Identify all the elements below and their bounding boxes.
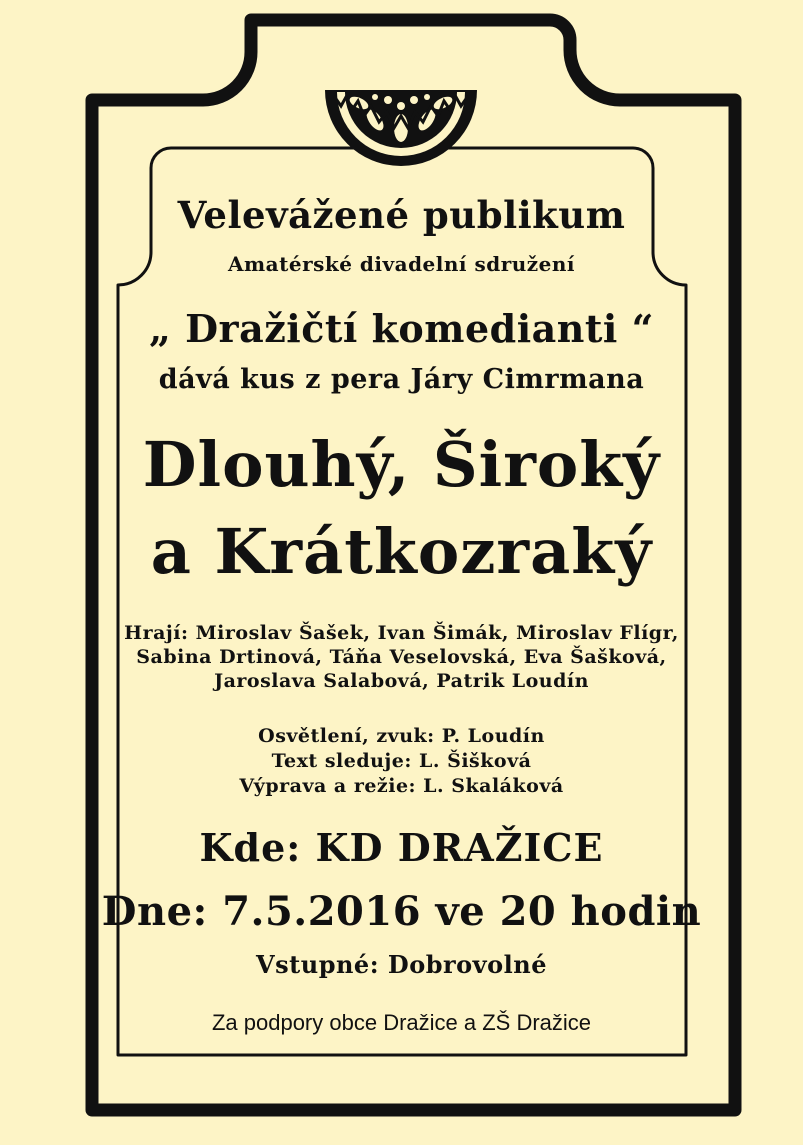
crew-line-lighting: Osvětlení, zvuk: P. Loudín <box>258 725 545 747</box>
cast-line-2: Sabina Drtinová, Táňa Veselovská, Eva Šašková, <box>136 646 667 668</box>
venue: Kde: KD DRAŽICE <box>199 825 604 870</box>
crew-line-prompter: Text sleduje: L. Šišková <box>271 750 532 772</box>
play-title-line-2: a Krátkozraký <box>150 515 653 588</box>
sponsor-note: Za podpory obce Dražice a ZŠ Dražice <box>211 1010 592 1035</box>
date-time: Dne: 7.5.2016 ve 20 hodin <box>101 888 702 935</box>
group-description: Amatérské divadelní sdružení <box>227 252 576 276</box>
crew-line-director: Výprava a režie: L. Skaláková <box>239 775 564 797</box>
lace-fan-ornament-icon <box>325 90 477 166</box>
cast-line-1: Hrají: Miroslav Šašek, Ivan Šimák, Miroslav Flígr, <box>124 622 679 644</box>
author-line: dává kus z pera Járy Cimrmana <box>158 364 645 395</box>
group-name: „ Dražičtí komedianti “ <box>149 306 654 351</box>
cast-line-3: Jaroslava Salabová, Patrik Loudín <box>214 670 589 692</box>
greeting-heading: Velevážené publikum <box>177 193 626 237</box>
admission: Vstupné: Dobrovolné <box>256 950 547 979</box>
play-title-line-1: Dlouhý, Široký <box>142 428 661 501</box>
